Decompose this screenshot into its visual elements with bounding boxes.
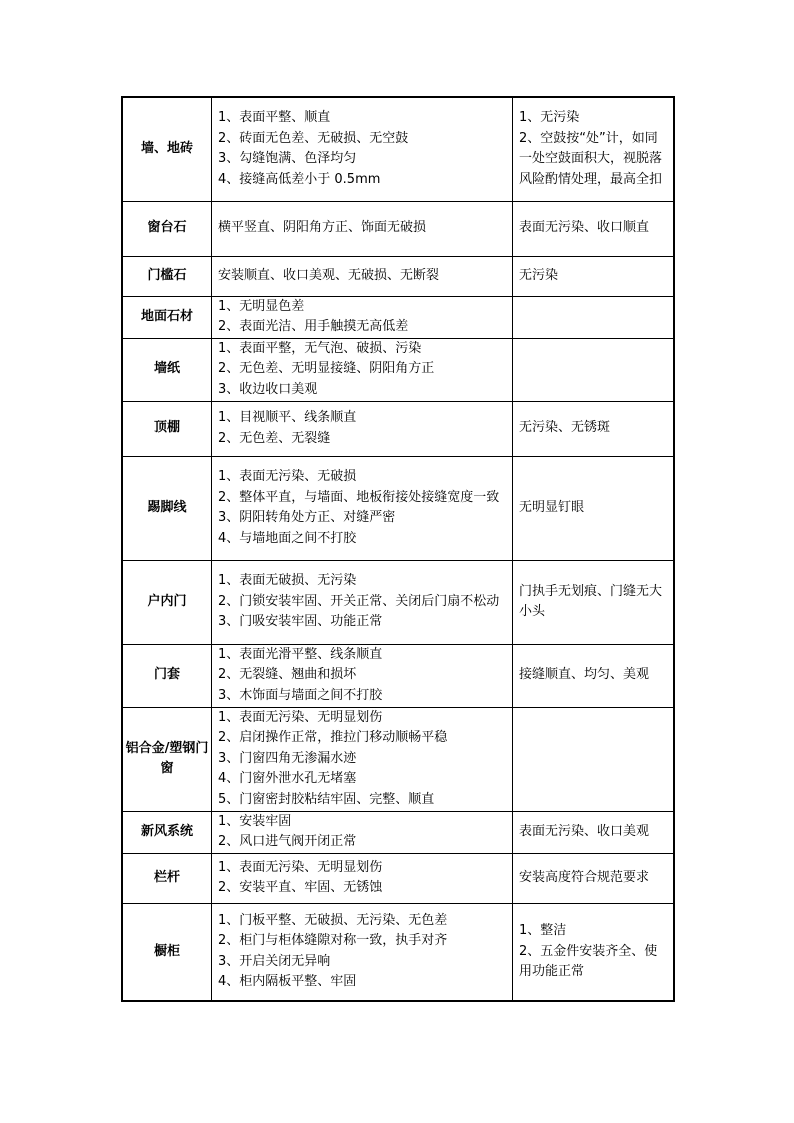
- inspection-table-body: [122, 97, 674, 1001]
- note-line: 接缝顺直、均匀、美观: [519, 667, 650, 683]
- inspection-table: [121, 96, 675, 1002]
- requirement-line: 1、表面无污染、无破损: [218, 469, 357, 484]
- table-row: [122, 560, 674, 644]
- requirement-line: 1、安装牢固: [218, 813, 292, 829]
- note-line: 门执手无划痕、门缝无大小头: [519, 583, 663, 619]
- requirement-line: 3、木饰面与墙面之间不打胶: [218, 687, 383, 703]
- requirement-line: 4、门窗外泄水孔无堵塞: [218, 771, 357, 787]
- table-row: [122, 296, 674, 338]
- table-row: [122, 456, 674, 560]
- note-line: 安装高度符合规范要求: [519, 869, 650, 885]
- requirement-cell: [212, 201, 513, 256]
- item-name-cell: 门槛石: [122, 256, 212, 296]
- item-name-cell: 地面石材: [122, 296, 212, 338]
- note-line: 2、五金件安装齐全、使用功能正常: [519, 943, 658, 979]
- requirement-line: 1、表面无污染、无明显划伤: [218, 859, 383, 875]
- requirement-line: 3、阴阳转角处方正、对缝严密: [218, 510, 396, 525]
- table-row: [122, 811, 674, 853]
- requirement-line: 2、无色差、无明显接缝、阴阳角方正: [218, 361, 435, 377]
- requirement-cell: [212, 707, 513, 811]
- item-name-cell: 新风系统: [122, 811, 212, 853]
- requirement-line: 1、表面平整、顺直: [218, 110, 331, 126]
- note-cell: [513, 644, 675, 707]
- note-cell: [513, 97, 675, 201]
- requirement-line: 1、表面无污染、无明显划伤: [218, 709, 383, 725]
- table-row: [122, 256, 674, 296]
- requirement-line: 2、安装平直、牢固、无锈蚀: [218, 880, 383, 895]
- item-name-cell: 铝合金/塑钢门窗: [122, 707, 212, 811]
- requirement-line: 1、无明显色差: [218, 298, 305, 314]
- table-row: [122, 644, 674, 707]
- requirement-line: 2、表面光洁、用手触摸无高低差: [218, 319, 409, 334]
- requirement-line: 1、表面无破损、无污染: [218, 573, 357, 589]
- note-line: 表面无污染、收口美观: [519, 823, 650, 839]
- requirement-line: 横平竖直、阴阳角方正、饰面无破损: [218, 220, 427, 236]
- item-name-cell: 门套: [122, 644, 212, 707]
- requirement-cell: [212, 903, 513, 1001]
- requirement-line: 2、整体平直，与墙面、地板衔接处接缝宽度一致: [218, 489, 500, 505]
- requirement-cell: [212, 456, 513, 560]
- requirement-line: 2、风口进气阀开闭正常: [218, 834, 357, 849]
- note-line: 表面无污染、收口顺直: [519, 220, 650, 236]
- table-row: [122, 401, 674, 456]
- requirement-cell: [212, 296, 513, 338]
- requirement-line: 1、表面平整，无气泡、破损、污染: [218, 340, 422, 356]
- table-row: [122, 903, 674, 1001]
- requirement-line: 3、门窗四角无渗漏水迹: [218, 750, 357, 766]
- requirement-cell: [212, 401, 513, 456]
- note-line: 无明显钉眼: [519, 499, 585, 515]
- requirement-line: 2、门锁安装牢固、开关正常、关闭后门扇不松动: [218, 593, 500, 609]
- requirement-line: 2、柜门与柜体缝隙对称一致，执手对齐: [218, 933, 448, 949]
- item-name-cell: 橱柜: [122, 903, 212, 1001]
- requirement-line: 2、无裂缝、翘曲和损坏: [218, 667, 357, 683]
- item-name-cell: 墙纸: [122, 338, 212, 401]
- table-row: [122, 853, 674, 903]
- item-name-cell: 顶棚: [122, 401, 212, 456]
- requirement-line: 3、开启关闭无异响: [218, 953, 331, 969]
- item-name-cell: 墙、地砖: [122, 97, 212, 201]
- item-name-cell: 踢脚线: [122, 456, 212, 560]
- note-cell: [513, 338, 675, 401]
- note-line: 1、无污染: [519, 110, 580, 126]
- note-cell: [513, 707, 675, 811]
- note-cell: [513, 853, 675, 903]
- requirement-line: 2、启闭操作正常，推拉门移动顺畅平稳: [218, 730, 448, 746]
- note-cell: [513, 560, 675, 644]
- item-name-cell: 栏杆: [122, 853, 212, 903]
- requirement-line: 2、砖面无色差、无破损、无空鼓: [218, 130, 409, 146]
- requirement-cell: [212, 256, 513, 296]
- requirement-line: 4、与墙地面之间不打胶: [218, 530, 357, 546]
- note-cell: [513, 903, 675, 1001]
- table-row: [122, 338, 674, 401]
- requirement-line: 2、无色差、无裂缝: [218, 430, 331, 446]
- note-cell: [513, 256, 675, 296]
- note-cell: [513, 456, 675, 560]
- note-line: 无污染: [519, 267, 559, 283]
- requirement-cell: [212, 644, 513, 707]
- requirement-line: 5、门窗密封胶粘结牢固、完整、顺直: [218, 791, 435, 807]
- note-line: 1、整洁: [519, 923, 567, 938]
- requirement-line: 4、柜内隔板平整、牢固: [218, 974, 357, 990]
- requirement-line: 3、勾缝饱满、色泽均匀: [218, 151, 357, 167]
- requirement-cell: [212, 853, 513, 903]
- note-cell: [513, 201, 675, 256]
- requirement-line: 1、门板平整、无破损、无污染、无色差: [218, 912, 448, 928]
- requirement-cell: [212, 811, 513, 853]
- table-row: [122, 201, 674, 256]
- requirement-line: 3、收边收口美观: [218, 381, 318, 397]
- item-name-cell: 户内门: [122, 560, 212, 644]
- requirement-cell: [212, 338, 513, 401]
- requirement-line: 3、门吸安装牢固、功能正常: [218, 614, 383, 630]
- requirement-cell: [212, 97, 513, 201]
- table-row: [122, 97, 674, 201]
- requirement-line: 1、表面光滑平整、线条顺直: [218, 646, 383, 662]
- item-name-cell: 窗台石: [122, 201, 212, 256]
- note-cell: [513, 401, 675, 456]
- note-cell: [513, 811, 675, 853]
- note-line: 2、空鼓按“处”计，如同一处空鼓面积大，视脱落风险酌情处理，最高全扣: [519, 130, 663, 187]
- requirement-line: 安装顺直、收口美观、无破损、无断裂: [218, 267, 440, 283]
- requirement-line: 1、目视顺平、线条顺直: [218, 410, 357, 425]
- note-cell: [513, 296, 675, 338]
- note-line: 无污染、无锈斑: [519, 420, 611, 436]
- table-row: [122, 707, 674, 811]
- requirement-cell: [212, 560, 513, 644]
- requirement-line: 4、接缝高低差小于 0.5mm: [218, 171, 381, 187]
